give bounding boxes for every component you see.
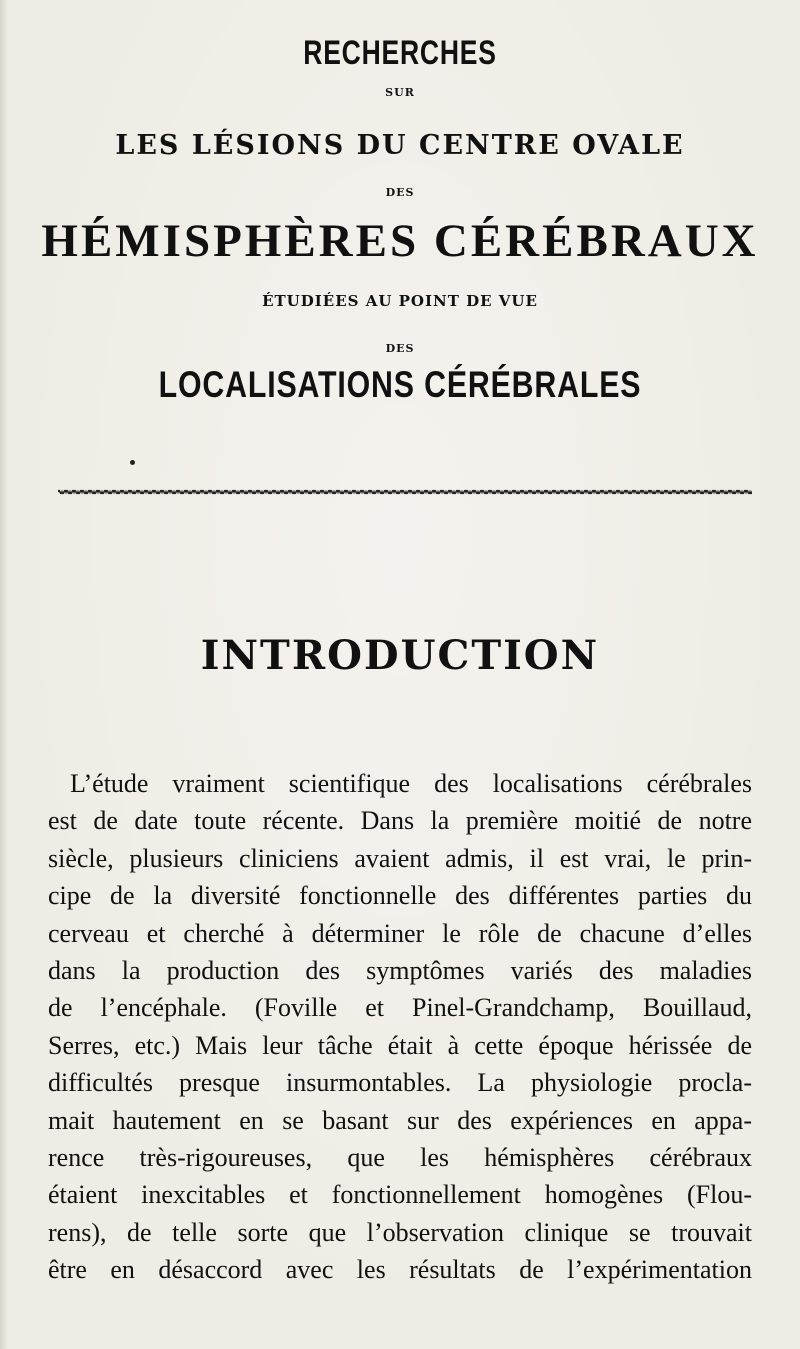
title-hemispheres-cerebraux: HÉMISPHÈRES CÉRÉBRAUX [41, 215, 759, 267]
text-line: difficultés presque insurmontables. La physiologie procla- [48, 1068, 752, 1098]
text-line: être en désaccord avec les résultats de l’expérimentation [48, 1255, 752, 1285]
connector-des-2: DES [385, 342, 415, 355]
title-etudiees-point-de-vue: ÉTUDIÉES AU POINT DE VUE [262, 292, 538, 310]
title-localisations-cerebrales: LOCALISATIONS CÉRÉBRALES [158, 364, 642, 405]
text-line: dans la production des symptômes variés des maladies [48, 955, 752, 985]
text-line: rens), de telle sorte que l’observation clinique se trouvait [48, 1217, 752, 1247]
page-binding-shadow [0, 0, 8, 1349]
body-paragraph [48, 765, 752, 1288]
title-lesions-centre-ovale: LES LÉSIONS DU CENTRE OVALE [115, 130, 685, 161]
title-recherches: RECHERCHES [303, 34, 497, 72]
text-line: rence très-rigoureuses, que les hémisphères cérébraux [48, 1142, 752, 1172]
connector-des-1: DES [385, 186, 415, 199]
wavy-divider-rule [58, 486, 752, 498]
text-line: de l’encéphale. (Foville et Pinel-Grandchamp, Bouillaud, [48, 993, 752, 1023]
text-line: cipe de la diversité fonctionnelle des différentes parties du [48, 881, 752, 911]
section-heading-introduction: INTRODUCTION [200, 632, 600, 679]
text-line: mait hautement en se basant sur des expériences en appa- [48, 1105, 752, 1135]
ink-dot [130, 460, 135, 465]
text-line: est de date toute récente. Dans la première moitié de notre [48, 806, 752, 836]
text-line: siècle, plusieurs cliniciens avaient admis, il est vrai, le prin- [48, 843, 752, 873]
text-line: cerveau et cherché à déterminer le rôle de chacune d’elles [48, 918, 752, 948]
text-line: Serres, etc.) Mais leur tâche était à cette époque hérissée de [48, 1030, 752, 1060]
connector-sur: SUR [385, 86, 415, 99]
text-line: L’étude vraiment scientifique des localisations cérébrales [70, 769, 752, 798]
text-line: étaient inexcitables et fonctionnellement homogènes (Flou- [48, 1180, 752, 1210]
